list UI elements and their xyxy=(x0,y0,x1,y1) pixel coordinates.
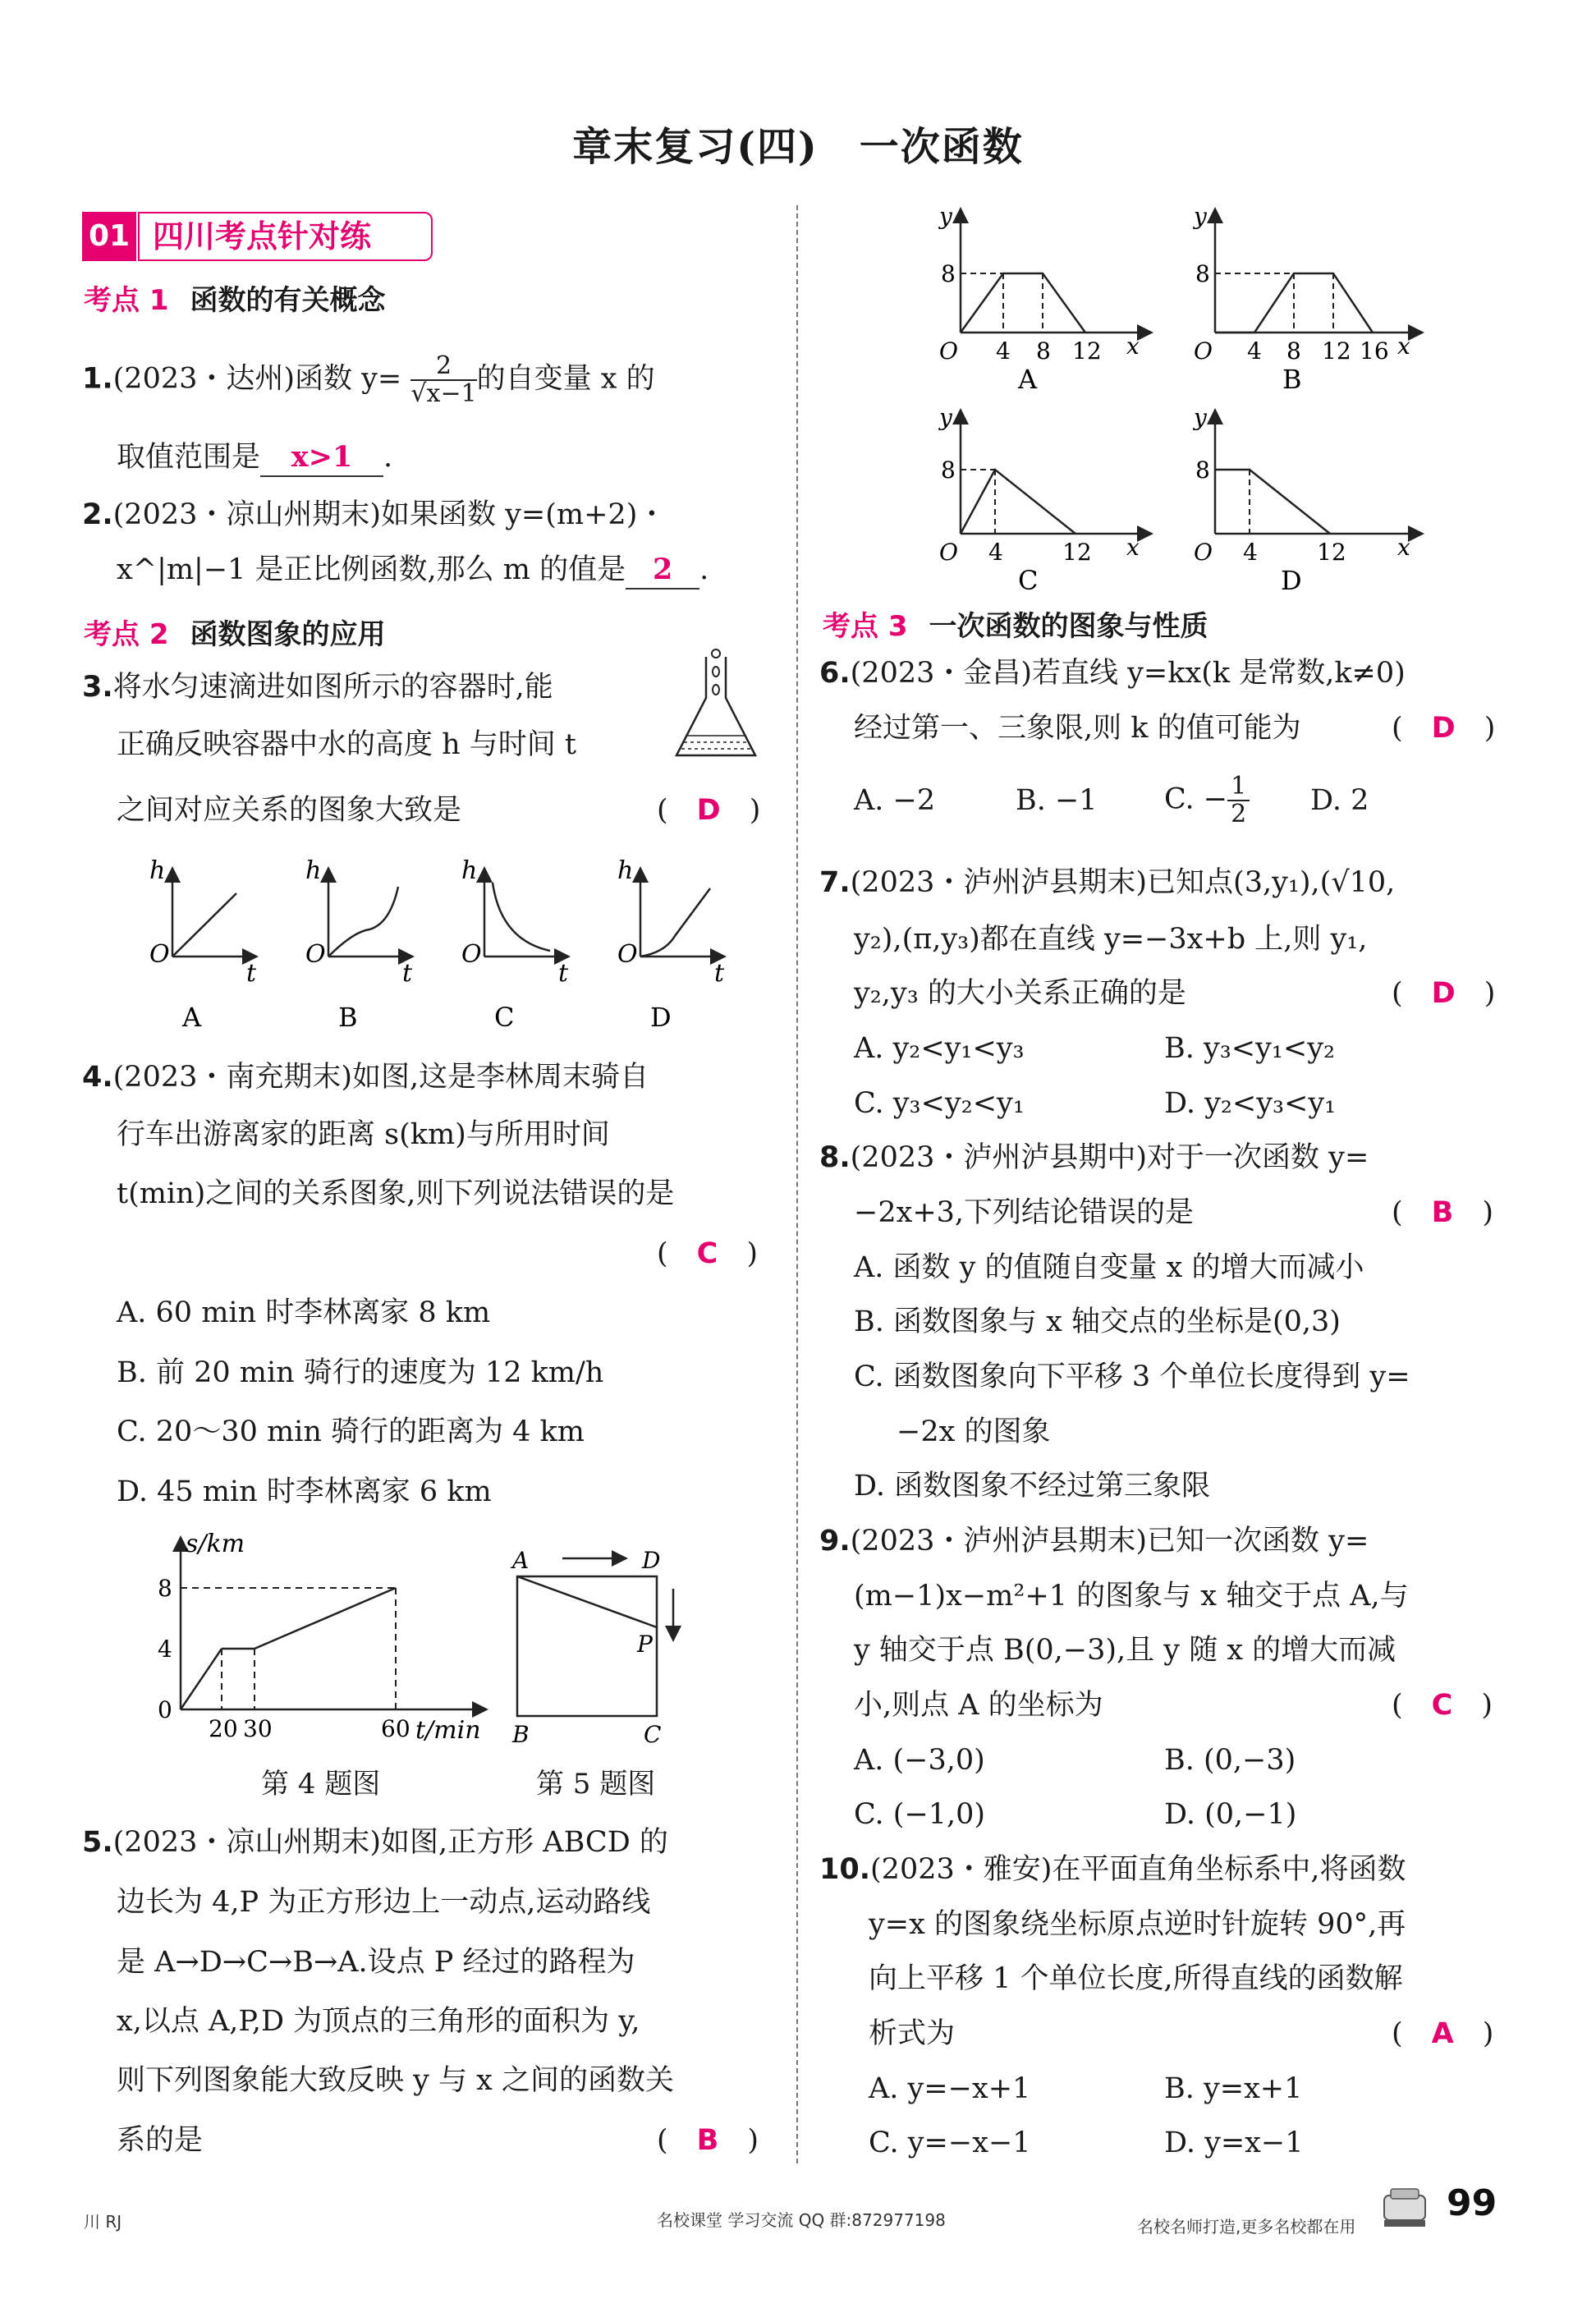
footer-center: 名校课堂 学习交流 QQ 群:872977198 xyxy=(657,2210,946,2230)
q4-number: 4. xyxy=(82,1061,113,1094)
q6-optc-text: C. − xyxy=(1164,782,1228,816)
origin-label: O xyxy=(149,940,170,969)
origin-label: O xyxy=(617,940,638,969)
q7-number: 7. xyxy=(819,866,851,899)
q6-line1 xyxy=(819,655,1406,691)
q1-answer: x>1 xyxy=(260,439,383,477)
q9-number: 9. xyxy=(819,1525,851,1558)
q3-text: 将水匀速滴进如图所示的容器时,能 xyxy=(112,671,553,704)
corner-a: A xyxy=(512,1547,530,1574)
point-text: 函数的有关概念 xyxy=(190,284,386,317)
axis-h: h xyxy=(305,856,322,885)
q2-line2 xyxy=(117,552,709,590)
q4-option-a: A. 60 min 时李林离家 8 km xyxy=(117,1296,491,1329)
q8-line2: −2x+3,下列结论错误的是 xyxy=(854,1196,1195,1229)
q5-figure-caption: 第 5 题图 xyxy=(536,1768,656,1801)
footer-right-text: 名校名师打造,更多名校都在用 xyxy=(1137,2217,1356,2237)
q6-option-c xyxy=(1164,773,1250,828)
axis-h: h xyxy=(617,856,634,885)
q8-line1 xyxy=(819,1140,1369,1176)
axis-x-label: t/min xyxy=(415,1716,481,1745)
q9-answer: C xyxy=(1431,1689,1453,1722)
origin: O xyxy=(1194,539,1213,566)
numerator: 1 xyxy=(1227,773,1250,801)
q8-number: 8. xyxy=(819,1141,851,1174)
axis-t: t xyxy=(558,959,569,988)
q5-line2: 边长为 4,P 为正方形边上一动点,运动路线 xyxy=(117,1886,651,1919)
tick: 12 xyxy=(1322,337,1351,365)
q5-line1 xyxy=(82,1824,668,1860)
q4-line1 xyxy=(82,1059,649,1095)
axis-x: x xyxy=(1126,534,1140,561)
q5-line6: 系的是 xyxy=(117,2124,204,2157)
axis-x: x xyxy=(1126,333,1140,360)
q6-line2: 经过第一、三象限,则 k 的值可能为 xyxy=(854,712,1301,745)
q4-option-b: B. 前 20 min 骑行的速度为 12 km/h xyxy=(117,1356,604,1389)
q3-line3: 之间对应关系的图象大致是 xyxy=(117,794,462,827)
y-tick-8: 8 xyxy=(158,1575,172,1602)
page-title: 章末复习(四) 一次函数 xyxy=(572,124,1024,170)
q1-text2: 取值范围是 xyxy=(117,441,261,474)
q3-number: 3. xyxy=(82,671,113,704)
q6-text: (2023・金昌)若直线 y=kx(k 是常数,k≠0) xyxy=(850,657,1406,690)
corner-d: D xyxy=(642,1547,661,1574)
axis-h: h xyxy=(149,856,166,885)
q1-fraction xyxy=(410,353,476,407)
q8-text: (2023・泸州泸县期中)对于一次函数 y= xyxy=(850,1141,1369,1174)
point-key: 考点 1 xyxy=(84,284,169,317)
q9-line2: (m−1)x−m²+1 的图象与 x 轴交于点 A,与 xyxy=(854,1580,1409,1613)
axis-h: h xyxy=(461,856,478,885)
footer-left: 川 RJ xyxy=(84,2212,122,2232)
q8-option-b: B. 函数图象与 x 轴交点的坐标是(0,3) xyxy=(854,1305,1341,1338)
x-tick-20: 20 xyxy=(209,1715,238,1742)
q7-option-b: B. y₃<y₁<y₂ xyxy=(1164,1032,1336,1065)
origin: O xyxy=(939,337,958,365)
origin-label: O xyxy=(305,940,326,969)
tick: 4 xyxy=(996,337,1011,365)
q6-option-d: D. 2 xyxy=(1310,784,1369,817)
q2-line1 xyxy=(82,497,666,533)
q7-option-a: A. y₂<y₁<y₃ xyxy=(854,1032,1025,1065)
q3-graphs xyxy=(131,854,755,1043)
tick: 4 xyxy=(1247,337,1262,365)
q4-line2: 行车出游离家的距离 s(km)与所用时间 xyxy=(117,1118,610,1151)
q9-line1 xyxy=(819,1523,1369,1559)
q3-graph-d xyxy=(617,856,725,1033)
graph-label: C xyxy=(494,1002,515,1033)
q2-text: (2023・凉山州期末)如果函数 y=(m+2)・ xyxy=(112,498,667,531)
q3-graph-b xyxy=(305,856,413,1033)
q5-number: 5. xyxy=(82,1826,113,1859)
q9-line4: 小,则点 A 的坐标为 xyxy=(854,1689,1103,1722)
q6-answer-bracket: ( D ) xyxy=(1392,712,1496,745)
x-tick-30: 30 xyxy=(243,1715,273,1742)
axis-x: x xyxy=(1397,534,1410,561)
graph-label: D xyxy=(1281,565,1302,595)
q1-line1 xyxy=(82,353,655,407)
q9-option-b: B. (0,−3) xyxy=(1164,1744,1296,1777)
q4-figure-caption: 第 4 题图 xyxy=(261,1768,381,1801)
q8-option-d: D. 函数图象不经过第三象限 xyxy=(854,1470,1211,1503)
q3-line1 xyxy=(82,669,553,705)
q8-option-a: A. 函数 y 的值随自变量 x 的增大而减小 xyxy=(854,1251,1364,1284)
q10-text: (2023・雅安)在平面直角坐标系中,将函数 xyxy=(870,1853,1406,1886)
point-1-heading xyxy=(84,278,386,318)
point-p: P xyxy=(637,1631,653,1658)
q2-period: . xyxy=(699,553,709,586)
section-badge xyxy=(82,212,431,261)
x-tick-60: 60 xyxy=(381,1715,410,1742)
graph-label: C xyxy=(1018,565,1039,595)
q10-option-c: C. y=−x−1 xyxy=(869,2127,1031,2159)
point-text: 一次函数的图象与性质 xyxy=(929,610,1208,643)
q5-line5: 则下列图象能大致反映 y 与 x 之间的函数关 xyxy=(117,2064,675,2097)
q6-option-a: A. −2 xyxy=(854,784,936,817)
q10-answer: A xyxy=(1431,2017,1454,2050)
q10-number: 10. xyxy=(819,1853,871,1886)
q2-text2: x^|m|−1 是正比例函数,那么 m 的值是 xyxy=(117,553,626,586)
axis-x: x xyxy=(1397,333,1410,360)
y-tick: 8 xyxy=(1195,457,1210,484)
q1-denominator: √x−1 xyxy=(410,379,477,408)
q1-text: (2023・达州)函数 y= xyxy=(112,362,402,396)
tick: 12 xyxy=(1062,539,1092,566)
tick: 16 xyxy=(1360,337,1389,365)
q7-line2: y₂),(π,y₃)都在直线 y=−3x+b 上,则 y₁, xyxy=(854,923,1368,956)
q3-graph-c xyxy=(461,856,569,1033)
tick: 4 xyxy=(988,539,1003,566)
q6-option-b: B. −1 xyxy=(1016,784,1098,817)
q8-answer-bracket: ( B ) xyxy=(1392,1196,1493,1229)
y-tick-4: 4 xyxy=(158,1636,172,1663)
q5-graph-a xyxy=(938,203,1149,395)
q6-optc-fraction xyxy=(1227,773,1250,828)
q1-number: 1. xyxy=(82,362,113,396)
column-divider xyxy=(796,205,798,2163)
q4-answer: C xyxy=(696,1237,718,1270)
q10-line3: 向上平移 1 个单位长度,所得直线的函数解 xyxy=(869,1962,1403,1995)
y-tick-0: 0 xyxy=(158,1696,172,1723)
q1-numerator: 2 xyxy=(410,353,476,381)
q4-line3: t(min)之间的关系图象,则下列说法错误的是 xyxy=(117,1177,675,1210)
q10-answer-bracket: ( A ) xyxy=(1392,2017,1494,2050)
y-tick: 8 xyxy=(1195,260,1210,287)
q5-graph-d xyxy=(1192,404,1420,595)
q4-text: (2023・南充期末)如图,这是李林周末骑自 xyxy=(112,1061,649,1094)
q5-answer: B xyxy=(696,2124,719,2157)
q1-line2 xyxy=(117,439,392,477)
q2-answer: 2 xyxy=(626,552,699,590)
q3-line2: 正确反映容器中水的高度 h 与时间 t xyxy=(117,728,576,761)
q3-answer: D xyxy=(696,794,721,827)
q8-option-c: C. 函数图象向下平移 3 个单位长度得到 y= xyxy=(854,1360,1410,1393)
graph-label: B xyxy=(338,1002,358,1033)
axis-t: t xyxy=(714,959,725,988)
q3-graph-a xyxy=(149,856,257,1033)
graph-label: B xyxy=(1282,364,1302,395)
y-tick: 8 xyxy=(941,260,956,287)
q1-period: . xyxy=(383,441,393,474)
denominator: 2 xyxy=(1231,800,1247,828)
q4-option-d: D. 45 min 时李林离家 6 km xyxy=(117,1475,492,1508)
q6-answer: D xyxy=(1431,712,1456,745)
corner-b: B xyxy=(512,1721,530,1748)
tick: 8 xyxy=(1286,337,1301,365)
origin: O xyxy=(1194,337,1213,365)
q6-number: 6. xyxy=(819,657,851,690)
q10-line4: 析式为 xyxy=(869,2017,956,2050)
axis-t: t xyxy=(246,959,257,988)
tick: 12 xyxy=(1072,337,1102,365)
q5-line3: 是 A→D→C→B→A.设点 P 经过的路程为 xyxy=(117,1946,635,1979)
graph-label: A xyxy=(1018,364,1038,395)
q4-option-c: C. 20～30 min 骑行的距离为 4 km xyxy=(117,1415,585,1448)
point-3-heading xyxy=(823,603,1208,644)
axis-t: t xyxy=(402,959,413,988)
q10-option-d: D. y=x−1 xyxy=(1164,2127,1304,2159)
q3-answer-bracket: ( D ) xyxy=(657,794,761,827)
axis-y: y xyxy=(939,203,952,230)
q8-answer: B xyxy=(1431,1196,1454,1229)
q5-graphs xyxy=(911,201,1437,595)
logo-icon xyxy=(1379,2184,1430,2230)
origin: O xyxy=(939,539,958,566)
q5-graph-c xyxy=(938,404,1149,595)
q5-text: (2023・凉山州期末)如图,正方形 ABCD 的 xyxy=(112,1826,668,1859)
q5-graph-b xyxy=(1192,203,1420,395)
q9-line3: y 轴交于点 B(0,−3),且 y 随 x 的增大而减 xyxy=(854,1634,1396,1667)
q9-option-c: C. (−1,0) xyxy=(854,1798,986,1831)
section-number: 01 xyxy=(82,212,136,261)
axis-y: y xyxy=(939,404,952,431)
flask-icon xyxy=(663,649,770,772)
q10-line2: y=x 的图象绕坐标原点逆时针旋转 90°,再 xyxy=(869,1908,1406,1941)
q7-line1 xyxy=(819,865,1395,901)
q9-answer-bracket: ( C ) xyxy=(1392,1689,1493,1722)
q7-answer: D xyxy=(1431,977,1456,1010)
q5-answer-bracket: ( B ) xyxy=(657,2124,759,2157)
q10-option-a: A. y=−x+1 xyxy=(869,2072,1031,2105)
corner-c: C xyxy=(644,1721,662,1748)
q5-line4: x,以点 A,P,D 为顶点的三角形的面积为 y, xyxy=(117,2005,640,2038)
q7-text: (2023・泸州泸县期末)已知点(3,y₁),(√10, xyxy=(850,866,1396,899)
q10-option-b: B. y=x+1 xyxy=(1164,2072,1303,2105)
tick: 12 xyxy=(1317,539,1346,566)
q9-option-a: A. (−3,0) xyxy=(854,1744,985,1777)
point-text: 函数图象的应用 xyxy=(190,618,386,651)
q1-text-end: 的自变量 x 的 xyxy=(476,362,655,396)
q9-text: (2023・泸州泸县期末)已知一次函数 y= xyxy=(850,1525,1369,1558)
q10-line1 xyxy=(819,1851,1406,1888)
origin-label: O xyxy=(461,940,482,969)
axis-y: y xyxy=(1194,203,1207,230)
q4-answer-bracket: ( C ) xyxy=(657,1237,758,1270)
axis-y-label: s/km xyxy=(186,1530,245,1558)
y-tick: 8 xyxy=(941,457,956,484)
section-label: 四川考点针对练 xyxy=(138,212,433,261)
q5-square-figure xyxy=(501,1544,706,1749)
graph-label: D xyxy=(650,1002,672,1033)
tick: 8 xyxy=(1036,337,1051,365)
q9-option-d: D. (0,−1) xyxy=(1164,1798,1297,1831)
q2-number: 2. xyxy=(82,498,113,531)
axis-y: y xyxy=(1194,404,1207,431)
graph-label: A xyxy=(182,1002,202,1033)
q4-figure xyxy=(140,1527,501,1765)
page-number: 99 xyxy=(1447,2182,1497,2224)
q7-option-c: C. y₃<y₂<y₁ xyxy=(854,1087,1025,1120)
point-2-heading xyxy=(84,612,386,652)
q7-line3: y₂,y₃ 的大小关系正确的是 xyxy=(854,977,1186,1010)
q7-option-d: D. y₂<y₃<y₁ xyxy=(1164,1087,1337,1120)
tick: 4 xyxy=(1243,539,1258,566)
q7-answer-bracket: ( D ) xyxy=(1392,977,1496,1010)
point-key: 考点 2 xyxy=(84,618,169,651)
q8-option-c-cont: −2x 的图象 xyxy=(897,1415,1051,1448)
point-key: 考点 3 xyxy=(823,610,908,643)
